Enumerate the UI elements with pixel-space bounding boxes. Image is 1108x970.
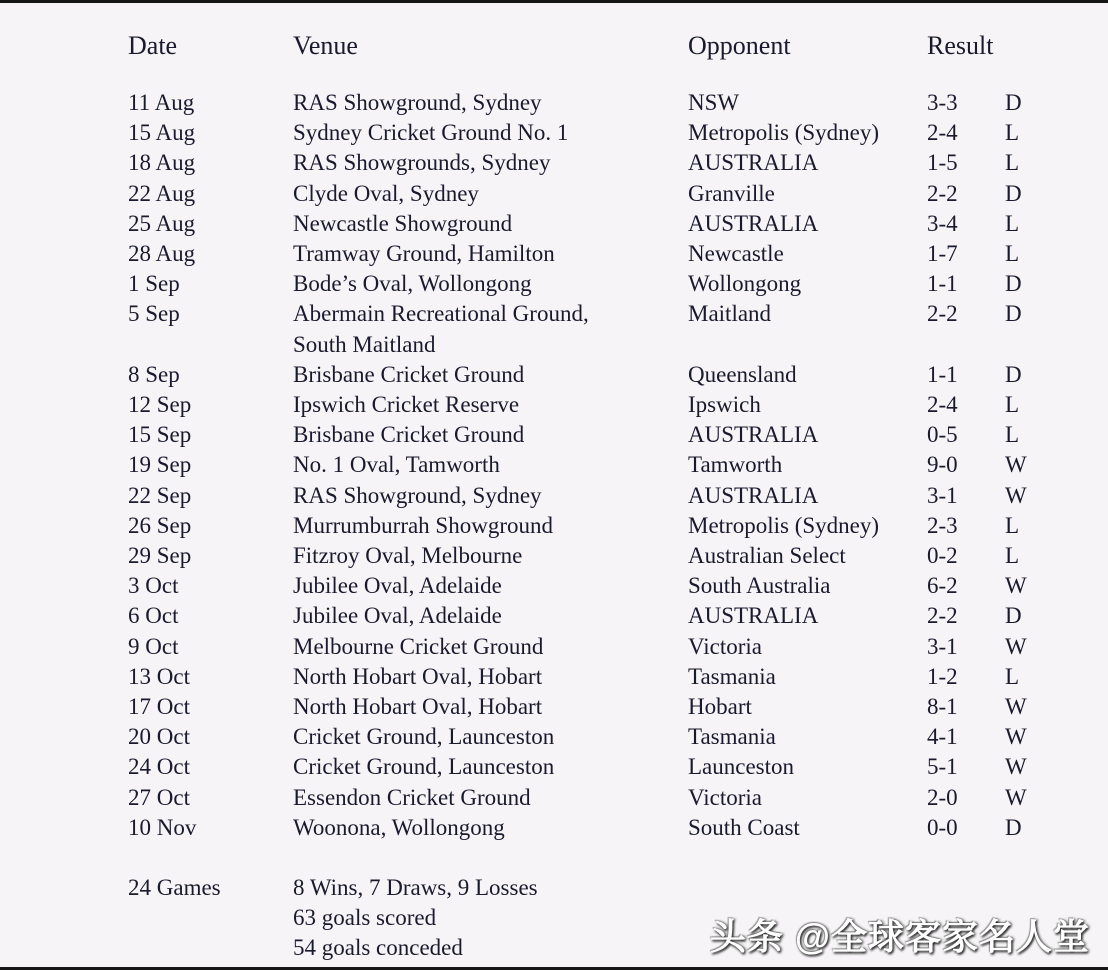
summary-record: 8 Wins, 7 Draws, 9 Losses [293,875,538,901]
row-venue [293,360,688,390]
column-header-date: Date [128,31,178,60]
row-opponent: Australian Select [688,543,846,569]
row-venue [293,632,688,662]
row-venue-line1: Sydney Cricket Ground No. 1 [293,120,569,146]
row-score: 0-5 [927,422,958,448]
table-row [128,450,1088,480]
row-opponent: Wollongong [688,271,802,297]
table-row [128,360,1088,390]
row-outcome: D [1005,361,1022,387]
row-date: 27 Oct [128,784,190,810]
row-venue-line2: South Maitland [293,331,436,357]
row-score: 3-3 [927,90,958,115]
table-row [128,783,1088,813]
row-score: 2-0 [927,784,958,810]
row-date: 9 Oct [128,633,179,659]
row-score: 3-1 [927,482,958,508]
row-opponent: Newcastle [688,241,784,267]
row-venue [293,118,688,148]
row-score: 1-2 [927,663,958,689]
row-date: 22 Aug [128,180,196,206]
row-date: 5 Sep [128,301,180,327]
row-outcome: L [1005,120,1020,146]
table-row [128,269,1088,299]
row-score: 2-4 [927,120,958,146]
row-outcome: D [1005,814,1022,840]
row-venue [293,752,688,782]
row-score: 2-3 [927,512,958,538]
row-score: 4-1 [927,724,958,750]
summary-games-count: 24 Games [128,875,221,901]
table-row [128,179,1088,209]
row-date: 28 Aug [128,241,196,267]
summary-goals-scored: 63 goals scored [293,905,437,931]
row-opponent: AUSTRALIA [688,603,819,629]
table-row [128,601,1088,631]
row-score: 2-2 [927,603,958,629]
row-score: 5-1 [927,754,958,780]
row-venue-line1: Murrumburrah Showground [293,512,553,538]
row-outcome: L [1005,241,1020,267]
row-opponent: Granville [688,180,775,206]
table-row [128,88,1088,118]
row-outcome: W [1005,724,1027,750]
row-date: 10 Nov [128,814,197,840]
row-date: 8 Sep [128,361,180,387]
summary-row [128,873,1088,903]
column-header-venue: Venue [293,31,358,60]
row-date: 26 Sep [128,512,192,538]
row-venue [293,813,688,843]
row-date: 18 Aug [128,150,196,176]
row-outcome: D [1005,90,1022,115]
row-date: 17 Oct [128,694,190,720]
table-row [128,420,1088,450]
row-outcome: W [1005,784,1027,810]
column-header-opponent: Opponent [688,31,791,60]
row-score: 2-2 [927,301,958,327]
row-opponent: Tasmania [688,724,776,750]
row-venue [293,148,688,178]
row-opponent: Maitland [688,301,772,327]
table-row [128,752,1088,782]
row-venue-line1: Brisbane Cricket Ground [293,361,525,387]
row-score: 1-1 [927,361,958,387]
row-date: 24 Oct [128,754,190,780]
row-opponent: South Australia [688,573,831,599]
row-venue [293,722,688,752]
table-row [128,209,1088,239]
row-score: 8-1 [927,694,958,720]
row-outcome: L [1005,392,1020,418]
row-opponent: Victoria [688,633,762,659]
row-venue-line1: Jubilee Oval, Adelaide [293,573,502,599]
row-outcome: W [1005,482,1027,508]
row-venue [293,662,688,692]
row-venue [293,390,688,420]
row-date: 6 Oct [128,603,179,629]
row-date: 20 Oct [128,724,190,750]
table-row [128,692,1088,722]
results-table-body [128,88,1088,843]
row-date: 15 Sep [128,422,192,448]
row-venue [293,209,688,239]
row-date: 29 Sep [128,543,192,569]
column-header-result: Result [927,31,994,60]
row-venue [293,783,688,813]
table-row [128,511,1088,541]
row-opponent: AUSTRALIA [688,422,819,448]
row-venue-line1: Ipswich Cricket Reserve [293,392,520,418]
top-edge-bar [0,0,1108,3]
row-venue-line1: Brisbane Cricket Ground [293,422,525,448]
row-venue-line1: Essendon Cricket Ground [293,784,531,810]
row-venue [293,601,688,631]
row-venue-line1: No. 1 Oval, Tamworth [293,452,500,478]
row-score: 3-1 [927,633,958,659]
row-score: 3-4 [927,210,958,236]
row-venue [293,692,688,722]
row-venue [293,571,688,601]
table-row [128,813,1088,843]
row-score: 1-7 [927,241,958,267]
table-row [128,239,1088,269]
row-date: 25 Aug [128,210,196,236]
row-venue-line1: Clyde Oval, Sydney [293,180,479,206]
summary-goals-conceded: 54 goals conceded [293,935,463,961]
row-venue-line1: Woonona, Wollongong [293,814,505,840]
row-venue-line1: North Hobart Oval, Hobart [293,663,543,689]
row-venue [293,481,688,511]
row-date: 12 Sep [128,392,192,418]
row-outcome: D [1005,180,1022,206]
row-venue-line1: RAS Showground, Sydney [293,482,542,508]
row-venue [293,179,688,209]
row-opponent: Tamworth [688,452,783,478]
table-row [128,148,1088,178]
row-opponent: Hobart [688,694,752,720]
row-outcome: W [1005,573,1027,599]
row-opponent: South Coast [688,814,800,840]
table-row [128,722,1088,752]
row-score: 1-5 [927,150,958,176]
row-venue [293,269,688,299]
table-row [128,118,1088,148]
row-opponent: AUSTRALIA [688,210,819,236]
row-venue [293,299,688,359]
row-score: 0-0 [927,814,958,840]
row-date: 1 Sep [128,271,180,297]
row-venue [293,450,688,480]
row-venue-line1: Newcastle Showground [293,210,513,236]
table-row [128,662,1088,692]
row-opponent: AUSTRALIA [688,150,819,176]
row-opponent: Metropolis (Sydney) [688,120,880,146]
row-opponent: Launceston [688,754,795,780]
row-venue [293,420,688,450]
row-outcome: L [1005,543,1020,569]
row-date: 11 Aug [128,90,195,115]
row-outcome: D [1005,271,1022,297]
row-venue-line1: Bode’s Oval, Wollongong [293,271,532,297]
row-venue-line1: North Hobart Oval, Hobart [293,694,543,720]
row-outcome: L [1005,512,1020,538]
row-opponent: Ipswich [688,392,761,418]
row-date: 3 Oct [128,573,179,599]
row-outcome: W [1005,754,1027,780]
table-row [128,571,1088,601]
row-venue-line1: Cricket Ground, Launceston [293,724,555,750]
row-venue [293,511,688,541]
row-opponent: Metropolis (Sydney) [688,512,880,538]
row-venue-line1: Tramway Ground, Hamilton [293,241,555,267]
table-row [128,632,1088,662]
row-score: 9-0 [927,452,958,478]
row-date: 22 Sep [128,482,192,508]
row-outcome: W [1005,633,1027,659]
row-score: 1-1 [927,271,958,297]
row-venue-line1: RAS Showground, Sydney [293,90,542,115]
watermark: 头条 @全球客家名人堂 [709,916,1090,957]
results-table [128,30,1088,964]
row-outcome: L [1005,422,1020,448]
row-score: 2-2 [927,180,958,206]
row-date: 15 Aug [128,120,196,146]
row-outcome: W [1005,694,1027,720]
row-opponent: Tasmania [688,663,776,689]
row-venue [293,541,688,571]
row-date: 13 Oct [128,663,190,689]
row-outcome: L [1005,663,1020,689]
table-header-row [128,30,1088,62]
row-venue-line1: Abermain Recreational Ground, [293,301,589,327]
row-opponent: Queensland [688,361,797,387]
row-venue-line1: Melbourne Cricket Ground [293,633,544,659]
row-opponent: NSW [688,90,740,115]
row-venue [293,88,688,118]
row-venue [293,239,688,269]
row-outcome: L [1005,150,1020,176]
table-row [128,390,1088,420]
row-venue-line1: Fitzroy Oval, Melbourne [293,543,523,569]
row-venue-line1: Cricket Ground, Launceston [293,754,555,780]
row-outcome: D [1005,603,1022,629]
table-row [128,541,1088,571]
row-opponent: Victoria [688,784,762,810]
row-date: 19 Sep [128,452,192,478]
row-venue-line1: RAS Showgrounds, Sydney [293,150,551,176]
table-row [128,481,1088,511]
row-score: 6-2 [927,573,958,599]
row-outcome: W [1005,452,1027,478]
row-outcome: D [1005,301,1022,327]
row-score: 2-4 [927,392,958,418]
row-opponent: AUSTRALIA [688,482,819,508]
row-outcome: L [1005,210,1020,236]
table-row [128,299,1088,359]
row-venue-line1: Jubilee Oval, Adelaide [293,603,502,629]
row-score: 0-2 [927,543,958,569]
